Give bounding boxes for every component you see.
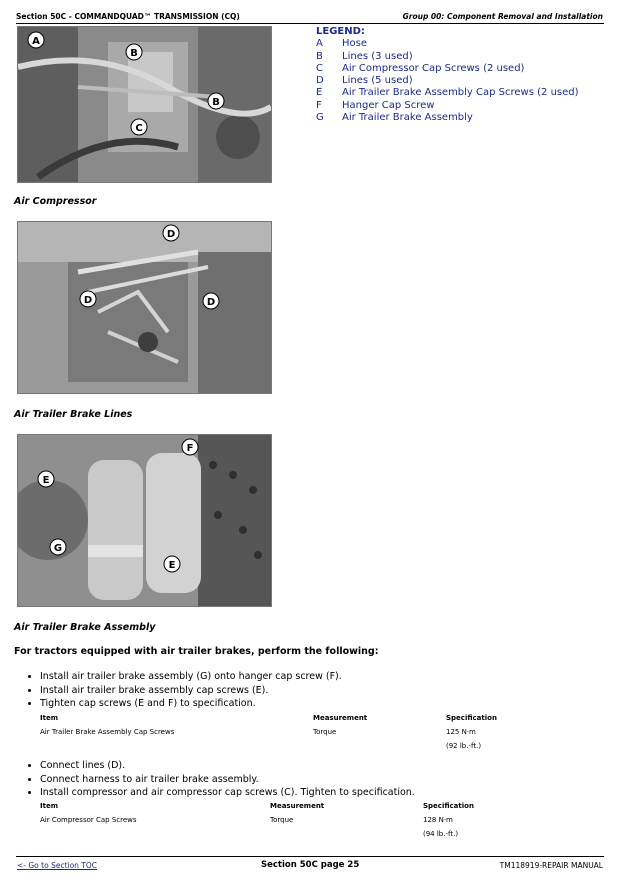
brake-assembly-photo [17, 434, 272, 607]
header-divider [16, 23, 604, 24]
callout-c [131, 119, 147, 135]
callout-d [163, 225, 179, 241]
list-item: • Install air trailer brake assembly cap screws (E). [40, 684, 342, 698]
legend [316, 26, 579, 124]
figure-caption: Air Trailer Brake Lines [14, 409, 133, 420]
callout-b [208, 93, 224, 109]
section-toc-link[interactable]: <- Go to Section TOC [17, 861, 98, 870]
svg-text:B: B [130, 48, 138, 59]
table-header-row: Item Measurement Specification [40, 714, 497, 722]
svg-text:C: C [135, 123, 143, 134]
figure-caption: Air Trailer Brake Assembly [14, 622, 156, 633]
legend-title: LEGEND: [316, 26, 365, 37]
list-item: • Connect harness to air trailer brake assembly. [40, 773, 415, 787]
table-row: (92 lb.-ft.) [446, 742, 482, 750]
list-item: • Connect lines (D). [40, 759, 415, 773]
callout-d [203, 293, 219, 309]
table-row: Air Trailer Brake Assembly Cap Screws Torque 125 N·m [40, 728, 476, 736]
air-compressor-photo [17, 26, 272, 183]
svg-text:D: D [206, 297, 216, 308]
section-title: Section 50C - COMMANDQUAD™ TRANSMISSION (CQ) [16, 12, 240, 21]
callout-f [182, 439, 198, 455]
legend-item: B Lines (3 used) [316, 50, 413, 62]
list-item: • Install air trailer brake assembly (G) onto hanger cap screw (F). [40, 670, 342, 684]
callout-b [126, 44, 142, 60]
legend-item: G Air Trailer Brake Assembly [316, 112, 473, 124]
table-row: Air Compressor Cap Screws Torque 128 N·m [40, 816, 453, 824]
group-title: Group 00: Component Removal and Installation [402, 12, 603, 21]
svg-text:D: D [83, 295, 93, 306]
callout-e [38, 471, 54, 487]
callout-d [80, 291, 96, 307]
legend-item: D Lines (5 used) [316, 75, 413, 87]
callout-e [164, 556, 180, 572]
svg-text:E: E [42, 475, 50, 486]
table-row: (94 lb.-ft.) [423, 830, 459, 838]
figure-caption: Air Compressor [14, 196, 97, 207]
table-header-row: Item Measurement Specification [40, 802, 474, 810]
callout-a [28, 32, 44, 48]
legend-item: A Hose [316, 38, 367, 50]
spec-table [40, 802, 503, 844]
svg-text:B: B [212, 97, 220, 108]
legend-item: F Hanger Cap Screw [316, 99, 435, 111]
steps-list [26, 670, 342, 711]
steps-list [26, 759, 415, 800]
svg-text:E: E [168, 560, 176, 571]
procedure-intro: For tractors equipped with air trailer brakes, perform the following: [14, 646, 379, 657]
legend-item: C Air Compressor Cap Screws (2 used) [316, 62, 525, 74]
svg-text:D: D [166, 229, 176, 240]
list-item: • Tighten cap screws (E and F) to specification. [40, 697, 342, 711]
legend-item: E Air Trailer Brake Assembly Cap Screws (2 used) [316, 87, 579, 99]
svg-text:F: F [186, 443, 194, 454]
spec-table [40, 714, 526, 756]
manual-id: TM118919-REPAIR MANUAL [499, 861, 603, 870]
callout-g [50, 539, 66, 555]
svg-text:G: G [53, 543, 63, 554]
page-number: Section 50C page 25 [261, 860, 360, 870]
svg-text:A: A [32, 36, 40, 47]
footer-divider [16, 856, 604, 857]
brake-lines-photo [17, 221, 272, 394]
list-item: • Install compressor and air compressor cap screws (C). Tighten to specification. [40, 786, 415, 800]
